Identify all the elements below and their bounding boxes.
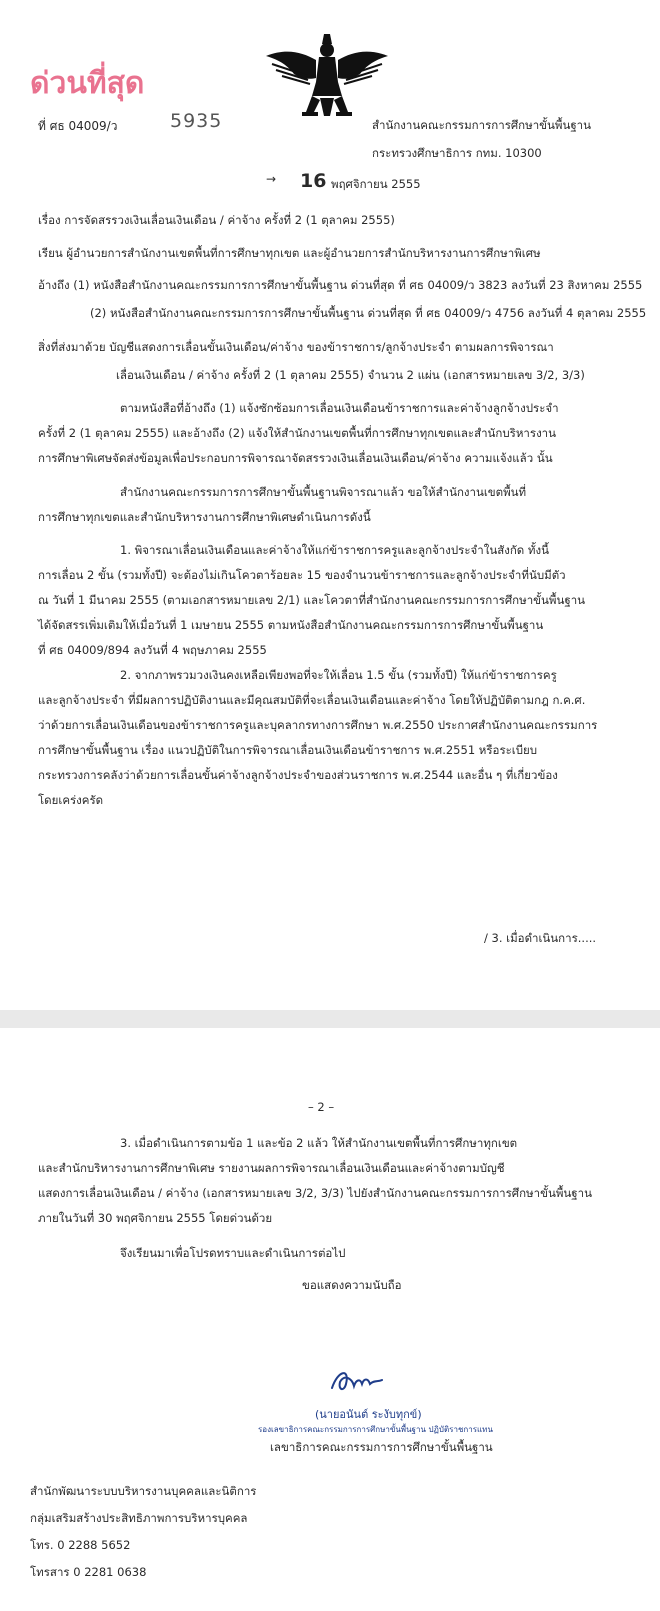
closing-request: จึงเรียนมาเพื่อโปรดทราบและดำเนินการต่อไป: [120, 1246, 346, 1260]
item-2-line-5: กระทรวงการคลังว่าด้วยการเลื่อนขั้นค่าจ้างลูกจ้างประจำของส่วนราชการ พ.ศ.2544 และอื่น ๆ ที่เกี่ยวข้อง: [38, 768, 558, 782]
department-name: สำนักพัฒนาระบบบริหารงานบุคคลและนิติการ: [30, 1484, 257, 1498]
item-1-line-4: ได้จัดสรรเพิ่มเติมให้เมื่อวันที่ 1 เมษายน 2555 ตามหนังสือสำนักงานคณะกรรมการการศึกษาขั้นพื้นฐาน: [38, 618, 544, 632]
department-group: กลุ่มเสริมสร้างประสิทธิภาพการบริหารบุคคล: [30, 1511, 248, 1525]
continued-marker: / 3. เมื่อดำเนินการ.....: [484, 931, 597, 945]
item-2-line-3: ว่าด้วยการเลื่อนเงินเดือนของข้าราชการครูและบุคลากรทางการศึกษา พ.ศ.2550 ประกาศสำนักงานคณะกรรมการ: [38, 718, 598, 732]
item-1-line-3: ณ วันที่ 1 มีนาคม 2555 (ตามเอกสารหมายเลข 2/1) และโควตาที่สำนักงานคณะกรรมการการศึกษาขั้นพื้นฐาน: [38, 593, 586, 607]
page-number: – 2 –: [308, 1100, 335, 1114]
paragraph-1-line-2: ครั้งที่ 2 (1 ตุลาคม 2555) และอ้างถึง (2) แจ้งให้สำนักงานเขตพื้นที่การศึกษาทุกเขตและสำนักบริหารงาน: [38, 426, 556, 440]
item-2-line-2: และลูกจ้างประจำ ที่มีผลการปฏิบัติงานและมีคุณสมบัติที่จะเลื่อนเงินเดือนและค่าจ้าง โดยให้ปฏิบัติตามกฎ ก.ค.ศ.: [38, 693, 586, 707]
item-1-line-5: ที่ ศธ 04009/894 ลงวันที่ 4 พฤษภาคม 2555: [38, 643, 267, 657]
garuda-emblem-icon: [262, 30, 392, 125]
reference-1: อ้างถึง (1) หนังสือสำนักงานคณะกรรมการการศึกษาขั้นพื้นฐาน ด่วนที่สุด ที่ ศธ 04009/ว 3823 ลงวันที่ 23 สิงหาคม 2555: [38, 278, 643, 292]
page-separator: [0, 1010, 660, 1028]
item-3-line-1: 3. เมื่อดำเนินการตามข้อ 1 และข้อ 2 แล้ว ให้สำนักงานเขตพื้นที่การศึกษาทุกเขต: [120, 1136, 518, 1150]
signature-scribble: [328, 1360, 388, 1400]
item-1-line-2: การเลื่อน 2 ขั้น (รวมทั้งปี) จะต้องไม่เกินโควตาร้อยละ 15 ของจำนวนข้าราชการและลูกจ้างประจำที่นับมีตัว: [38, 568, 566, 582]
enclosure-line-2: เลื่อนเงินเดือน / ค่าจ้าง ครั้งที่ 2 (1 ตุลาคม 2555) จำนวน 2 แผ่น (เอกสารหมายเลข 3/2, 3/3): [116, 368, 585, 382]
reference-2: (2) หนังสือสำนักงานคณะกรรมการการศึกษาขั้นพื้นฐาน ด่วนที่สุด ที่ ศธ 04009/ว 4756 ลงวันที่ 4 ตุลาคม 2555: [90, 306, 647, 320]
item-2-line-4: การศึกษาขั้นพื้นฐาน เรื่อง แนวปฏิบัติในการพิจารณาเลื่อนเงินเดือนข้าราชการ พ.ศ.2551 หรือระเบียบ: [38, 743, 538, 757]
issuing-office: สำนักงานคณะกรรมการการศึกษาขั้นพื้นฐาน: [372, 118, 591, 132]
date-month-year: พฤศจิกายน 2555: [331, 177, 421, 191]
telephone: โทร. 0 2288 5652: [30, 1538, 131, 1552]
subject-line: เรื่อง การจัดสรรวงเงินเลื่อนเงินเดือน / ค่าจ้าง ครั้งที่ 2 (1 ตุลาคม 2555): [38, 213, 395, 227]
paragraph-1-line-1: ตามหนังสือที่อ้างถึง (1) แจ้งซักซ้อมการเลื่อนเงินเดือนข้าราชการและค่าจ้างลูกจ้างประจำ: [120, 401, 559, 415]
item-3-line-2: และสำนักบริหารงานการศึกษาพิเศษ รายงานผลการพิจารณาเลื่อนเงินเดือนและค่าจ้างตามบัญชี: [38, 1161, 505, 1175]
date-day: 16: [300, 170, 327, 192]
document-number: 5935: [170, 110, 223, 132]
urgent-stamp: ด่วนที่สุด: [30, 66, 145, 101]
closing-salutation: ขอแสดงความนับถือ: [302, 1278, 402, 1292]
fax: โทรสาร 0 2281 0638: [30, 1565, 147, 1579]
item-2-line-1: 2. จากภาพรวมวงเงินคงเหลือเพียงพอที่จะให้เลื่อน 1.5 ขั้น (รวมทั้งปี) ให้แก่ข้าราชการครู: [120, 668, 557, 682]
item-3-line-4: ภายในวันที่ 30 พฤศจิกายน 2555 โดยด่วนด้วย: [38, 1211, 273, 1225]
signatory-title: เลขาธิการคณะกรรมการการศึกษาขั้นพื้นฐาน: [270, 1440, 493, 1454]
item-1-line-1: 1. พิจารณาเลื่อนเงินเดือนและค่าจ้างให้แก่ข้าราชการครูและลูกจ้างประจำในสังกัด ทั้งนี้: [120, 543, 549, 557]
document-number-label: ที่ ศธ 04009/ว: [38, 119, 118, 133]
recipient-line: เรียน ผู้อำนวยการสำนักงานเขตพื้นที่การศึกษาทุกเขต และผู้อำนวยการสำนักบริหารงานการศึกษาพิเศษ: [38, 246, 541, 260]
paragraph-2-line-2: การศึกษาทุกเขตและสำนักบริหารงานการศึกษาพิเศษดำเนินการดังนี้: [38, 510, 371, 524]
signatory-position-stamp: รองเลขาธิการคณะกรรมการการศึกษาขั้นพื้นฐาน ปฏิบัติราชการแทน: [258, 1425, 493, 1434]
date-mark: →: [266, 172, 277, 186]
issuing-office-address: กระทรวงศึกษาธิการ กทม. 10300: [372, 146, 542, 160]
signatory-name: (นายอนันต์ ระงับทุกข์): [315, 1408, 422, 1421]
item-3-line-3: แสดงการเลื่อนเงินเดือน / ค่าจ้าง (เอกสารหมายเลข 3/2, 3/3) ไปยังสำนักงานคณะกรรมการการศึกษาขั้นพื้นฐาน: [38, 1186, 592, 1200]
enclosure-line-1: สิ่งที่ส่งมาด้วย บัญชีแสดงการเลื่อนขั้นเงินเดือน/ค่าจ้าง ของข้าราชการ/ลูกจ้างประจำ ตามผลการพิจารณา: [38, 340, 554, 354]
paragraph-1-line-3: การศึกษาพิเศษจัดส่งข้อมูลเพื่อประกอบการพิจารณาจัดสรรวงเงินเลื่อนเงินเดือน/ค่าจ้าง ความแจ้งแล้ว นั้น: [38, 451, 553, 465]
paragraph-2-line-1: สำนักงานคณะกรรมการการศึกษาขั้นพื้นฐานพิจารณาแล้ว ขอให้สำนักงานเขตพื้นที่: [120, 485, 527, 499]
item-2-line-6: โดยเคร่งครัด: [38, 793, 104, 807]
